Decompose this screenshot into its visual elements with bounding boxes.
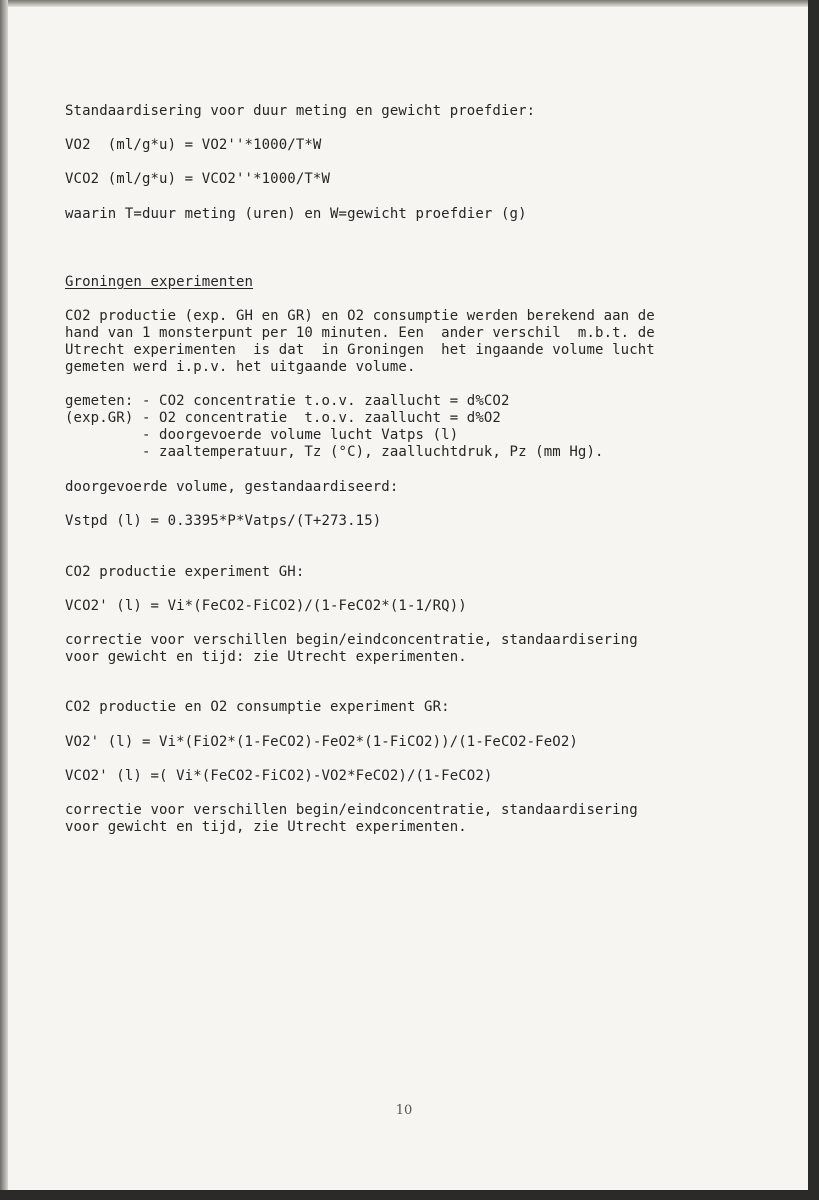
formula-vco2-gh: VCO2' (l) = Vi*(FeCO2-FiCO2)/(1-FeCO2*(1-1/RQ)) [65, 598, 467, 614]
standardized-volume-heading: doorgevoerde volume, gestandaardiseerd: [65, 479, 399, 495]
page-number: 10 [395, 1103, 413, 1118]
scan-edge-bottom [0, 1190, 819, 1200]
correction-line-2: voor gewicht en tijd: zie Utrecht experimenten. [65, 649, 467, 665]
formula-vo2: VO2 (ml/g*u) = VO2''*1000/T*W [65, 137, 322, 153]
paragraph-line-4: gemeten werd i.p.v. het uitgaande volume. [65, 359, 416, 375]
formula-vstpd: Vstpd (l) = 0.3395*P*Vatps/(T+273.15) [65, 513, 382, 529]
paragraph-line-3: Utrecht experimenten is dat in Groningen het ingaande volume lucht [65, 342, 655, 358]
scan-edge-top [0, 0, 808, 7]
correction-line-1: correctie voor verschillen begin/eindconcentratie, standaardisering [65, 632, 638, 648]
measured-line-2: (exp.GR) - O2 concentratie t.o.v. zaallucht = d%O2 [65, 410, 501, 426]
correction-gr-line-2: voor gewicht en tijd, zie Utrecht experimenten. [65, 819, 467, 835]
paragraph-line-1: CO2 productie (exp. GH en GR) en O2 consumptie werden berekend aan de [65, 308, 655, 324]
formula-vco2: VCO2 (ml/g*u) = VCO2''*1000/T*W [65, 171, 331, 187]
paragraph-line-2: hand van 1 monsterpunt per 10 minuten. Een ander verschil m.b.t. de [65, 325, 655, 341]
scan-edge-right [808, 0, 819, 1200]
scan-edge-left [0, 0, 8, 1190]
standardization-heading: Standaardisering voor duur meting en gewicht proefdier: [65, 103, 536, 119]
measured-line-3: - doorgevoerde volume lucht Vatps (l) [65, 427, 459, 443]
correction-gr-line-1: correctie voor verschillen begin/eindconcentratie, standaardisering [65, 802, 638, 818]
experiment-gr-heading: CO2 productie en O2 consumptie experiment GR: [65, 699, 450, 715]
definition-line: waarin T=duur meting (uren) en W=gewicht proefdier (g) [65, 206, 527, 222]
formula-vo2-gr: VO2' (l) = Vi*(FiO2*(1-FeCO2)-FeO2*(1-FiCO2))/(1-FeCO2-FeO2) [65, 734, 578, 750]
measured-line-4: - zaaltemperatuur, Tz (°C), zaalluchtdruk, Pz (mm Hg). [65, 444, 604, 460]
section-heading-groningen: Groningen experimenten [65, 274, 254, 290]
measured-line-1: gemeten: - CO2 concentratie t.o.v. zaallucht = d%CO2 [65, 393, 510, 409]
formula-vco2-gr: VCO2' (l) =( Vi*(FeCO2-FiCO2)-VO2*FeCO2)/(1-FeCO2) [65, 768, 493, 784]
experiment-gh-heading: CO2 productie experiment GH: [65, 564, 305, 580]
